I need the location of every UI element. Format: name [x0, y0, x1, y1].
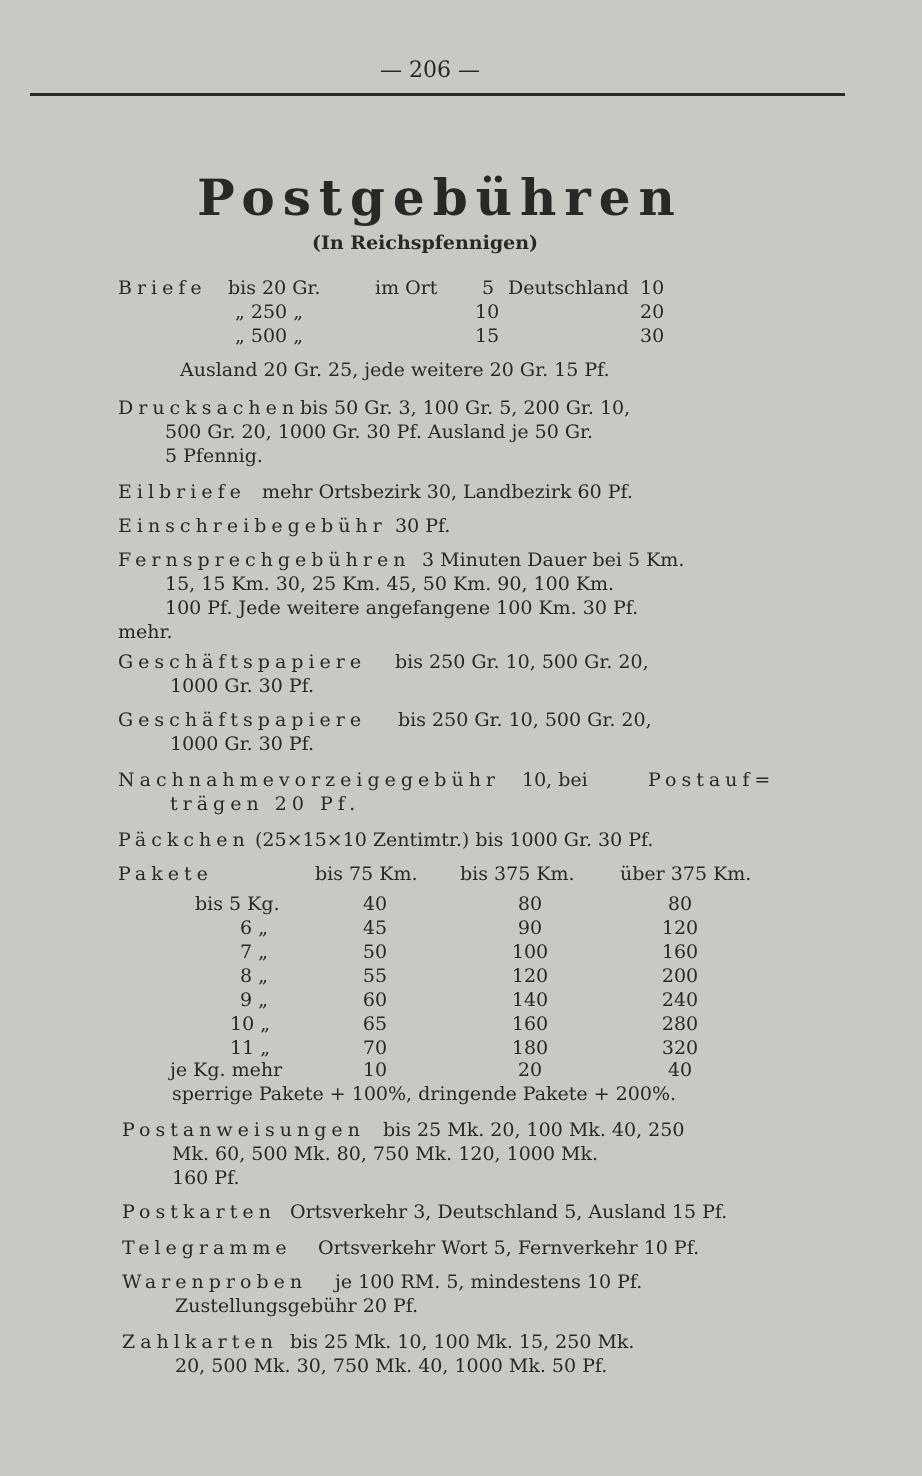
pakete-cell: 90	[517, 917, 543, 939]
page-number: — 206 —	[380, 58, 480, 83]
briefe-de-3: 30	[640, 325, 665, 347]
pakete-row-label: 8 „	[240, 965, 268, 987]
postanweisungen-term: Postanweisungen	[122, 1119, 365, 1141]
postanweisungen-line-2: Mk. 60, 500 Mk. 80, 750 Mk. 120, 1000 Mk.	[172, 1143, 599, 1165]
einschreib-term: Einschreibegebühr	[118, 515, 387, 537]
pakete-cell: 120	[511, 965, 549, 987]
telegramme-term: Telegramme	[122, 1237, 292, 1259]
pakete-row-label: 11 „	[230, 1037, 271, 1059]
nachnahme-line-2: trägen 20 Pf.	[170, 793, 361, 815]
eilbriefe-term: Eilbriefe	[118, 481, 246, 503]
geschaeft-2-term: Geschäftspapiere	[118, 709, 367, 731]
zahlkarten-line-1: bis 25 Mk. 10, 100 Mk. 15, 250 Mk.	[290, 1331, 635, 1353]
fernsprech-line-2: 15, 15 Km. 30, 25 Km. 45, 50 Km. 90, 100 Km.	[165, 573, 615, 595]
geschaeft-2-line-2: 1000 Gr. 30 Pf.	[170, 733, 315, 755]
pakete-cell: 70	[362, 1037, 388, 1059]
pakete-cell: 80	[517, 893, 543, 915]
warenproben-line-2: Zustellungsgebühr 20 Pf.	[175, 1295, 419, 1317]
briefe-ort-label: im Ort	[375, 277, 438, 299]
drucksachen-line-2: 500 Gr. 20, 1000 Gr. 30 Pf. Ausland je 50 Gr.	[165, 421, 594, 443]
pakete-cell: 180	[511, 1037, 549, 1059]
nachnahme-term-2: Postauf=	[648, 769, 776, 791]
geschaeft-1-line-2: 1000 Gr. 30 Pf.	[170, 675, 315, 697]
pakete-row-label: 10 „	[230, 1013, 271, 1035]
briefe-weight-2: „ 250 „	[235, 301, 304, 323]
briefe-de-label: Deutschland	[508, 277, 629, 299]
briefe-ort-3: 15	[475, 325, 500, 347]
warenproben-term: Warenproben	[122, 1271, 308, 1293]
page-subtitle: (In Reichspfennigen)	[311, 232, 539, 254]
eilbriefe-text: mehr Ortsbezirk 30, Landbezirk 60 Pf.	[262, 481, 633, 503]
pakete-cell: 160	[511, 1013, 549, 1035]
briefe-de-1: 10	[640, 277, 665, 299]
pakete-cell: 55	[362, 965, 388, 987]
pakete-cell: 60	[362, 989, 388, 1011]
briefe-weight-1: bis 20 Gr.	[228, 277, 321, 299]
pakete-cell: 200	[661, 965, 699, 987]
postkarten-term: Postkarten	[122, 1201, 276, 1223]
pakete-header-3: über 375 Km.	[620, 863, 752, 885]
paeckchen-term: Päckchen	[118, 829, 250, 851]
nachnahme-text: 10, bei	[522, 769, 588, 791]
pakete-cell: 40	[362, 893, 388, 915]
fernsprech-line-4: mehr.	[118, 621, 173, 643]
briefe-ort-1: 5	[482, 277, 495, 299]
pakete-header-1: bis 75 Km.	[315, 863, 418, 885]
pakete-row-label: 7 „	[240, 941, 268, 963]
pakete-cell: 80	[667, 893, 693, 915]
pakete-cell: 50	[362, 941, 388, 963]
zahlkarten-line-2: 20, 500 Mk. 30, 750 Mk. 40, 1000 Mk. 50 Pf.	[175, 1355, 608, 1377]
pakete-row-label: 6 „	[240, 917, 268, 939]
page-title: Postgebühren	[197, 168, 683, 227]
fernsprech-line-1: 3 Minuten Dauer bei 5 Km.	[422, 549, 685, 571]
pakete-note: sperrige Pakete + 100%, dringende Pakete + 200%.	[172, 1083, 677, 1105]
telegramme-text: Ortsverkehr Wort 5, Fernverkehr 10 Pf.	[318, 1237, 700, 1259]
nachnahme-term: Nachnahmevorzeigegebühr	[118, 769, 501, 791]
paeckchen-text: (25×15×10 Zentimtr.) bis 1000 Gr. 30 Pf.	[255, 829, 654, 851]
briefe-term: Briefe	[118, 277, 207, 299]
fernsprech-term: Fernsprechgebühren	[118, 549, 411, 571]
warenproben-text: je 100 RM. 5, mindestens 10 Pf.	[335, 1271, 643, 1293]
header-rule	[30, 93, 845, 96]
einschreib-text: 30 Pf.	[395, 515, 451, 537]
fernsprech-line-3: 100 Pf. Jede weitere angefangene 100 Km. 30 Pf.	[165, 597, 639, 619]
pakete-cell: 320	[661, 1037, 699, 1059]
pakete-cell: 280	[661, 1013, 699, 1035]
pakete-cell: 20	[517, 1059, 543, 1081]
pakete-row-label: bis 5 Kg.	[195, 893, 280, 915]
pakete-cell: 160	[661, 941, 699, 963]
briefe-ort-2: 10	[475, 301, 500, 323]
pakete-term: Pakete	[118, 863, 213, 885]
briefe-weight-3: „ 500 „	[235, 325, 304, 347]
drucksachen-line-1: bis 50 Gr. 3, 100 Gr. 5, 200 Gr. 10,	[300, 397, 631, 419]
pakete-cell: 65	[362, 1013, 388, 1035]
briefe-ausland: Ausland 20 Gr. 25, jede weitere 20 Gr. 15 Pf.	[180, 359, 610, 381]
pakete-row-label: 9 „	[240, 989, 268, 1011]
zahlkarten-term: Zahlkarten	[122, 1331, 278, 1353]
pakete-cell: 45	[362, 917, 388, 939]
pakete-row-label: je Kg. mehr	[170, 1059, 283, 1081]
geschaeft-1-term: Geschäftspapiere	[118, 651, 367, 673]
postkarten-text: Ortsverkehr 3, Deutschland 5, Ausland 15 Pf.	[290, 1201, 728, 1223]
drucksachen-line-3: 5 Pfennig.	[165, 445, 263, 467]
postanweisungen-line-1: bis 25 Mk. 20, 100 Mk. 40, 250	[383, 1119, 685, 1141]
briefe-de-2: 20	[640, 301, 665, 323]
pakete-cell: 120	[661, 917, 699, 939]
pakete-cell: 140	[511, 989, 549, 1011]
pakete-cell: 240	[661, 989, 699, 1011]
pakete-cell: 10	[362, 1059, 388, 1081]
pakete-header-2: bis 375 Km.	[460, 863, 575, 885]
geschaeft-2-line-1: bis 250 Gr. 10, 500 Gr. 20,	[398, 709, 652, 731]
pakete-cell: 40	[667, 1059, 693, 1081]
pakete-cell: 100	[511, 941, 549, 963]
geschaeft-1-line-1: bis 250 Gr. 10, 500 Gr. 20,	[395, 651, 649, 673]
postanweisungen-line-3: 160 Pf.	[172, 1167, 240, 1189]
drucksachen-term: Drucksachen	[118, 397, 300, 419]
